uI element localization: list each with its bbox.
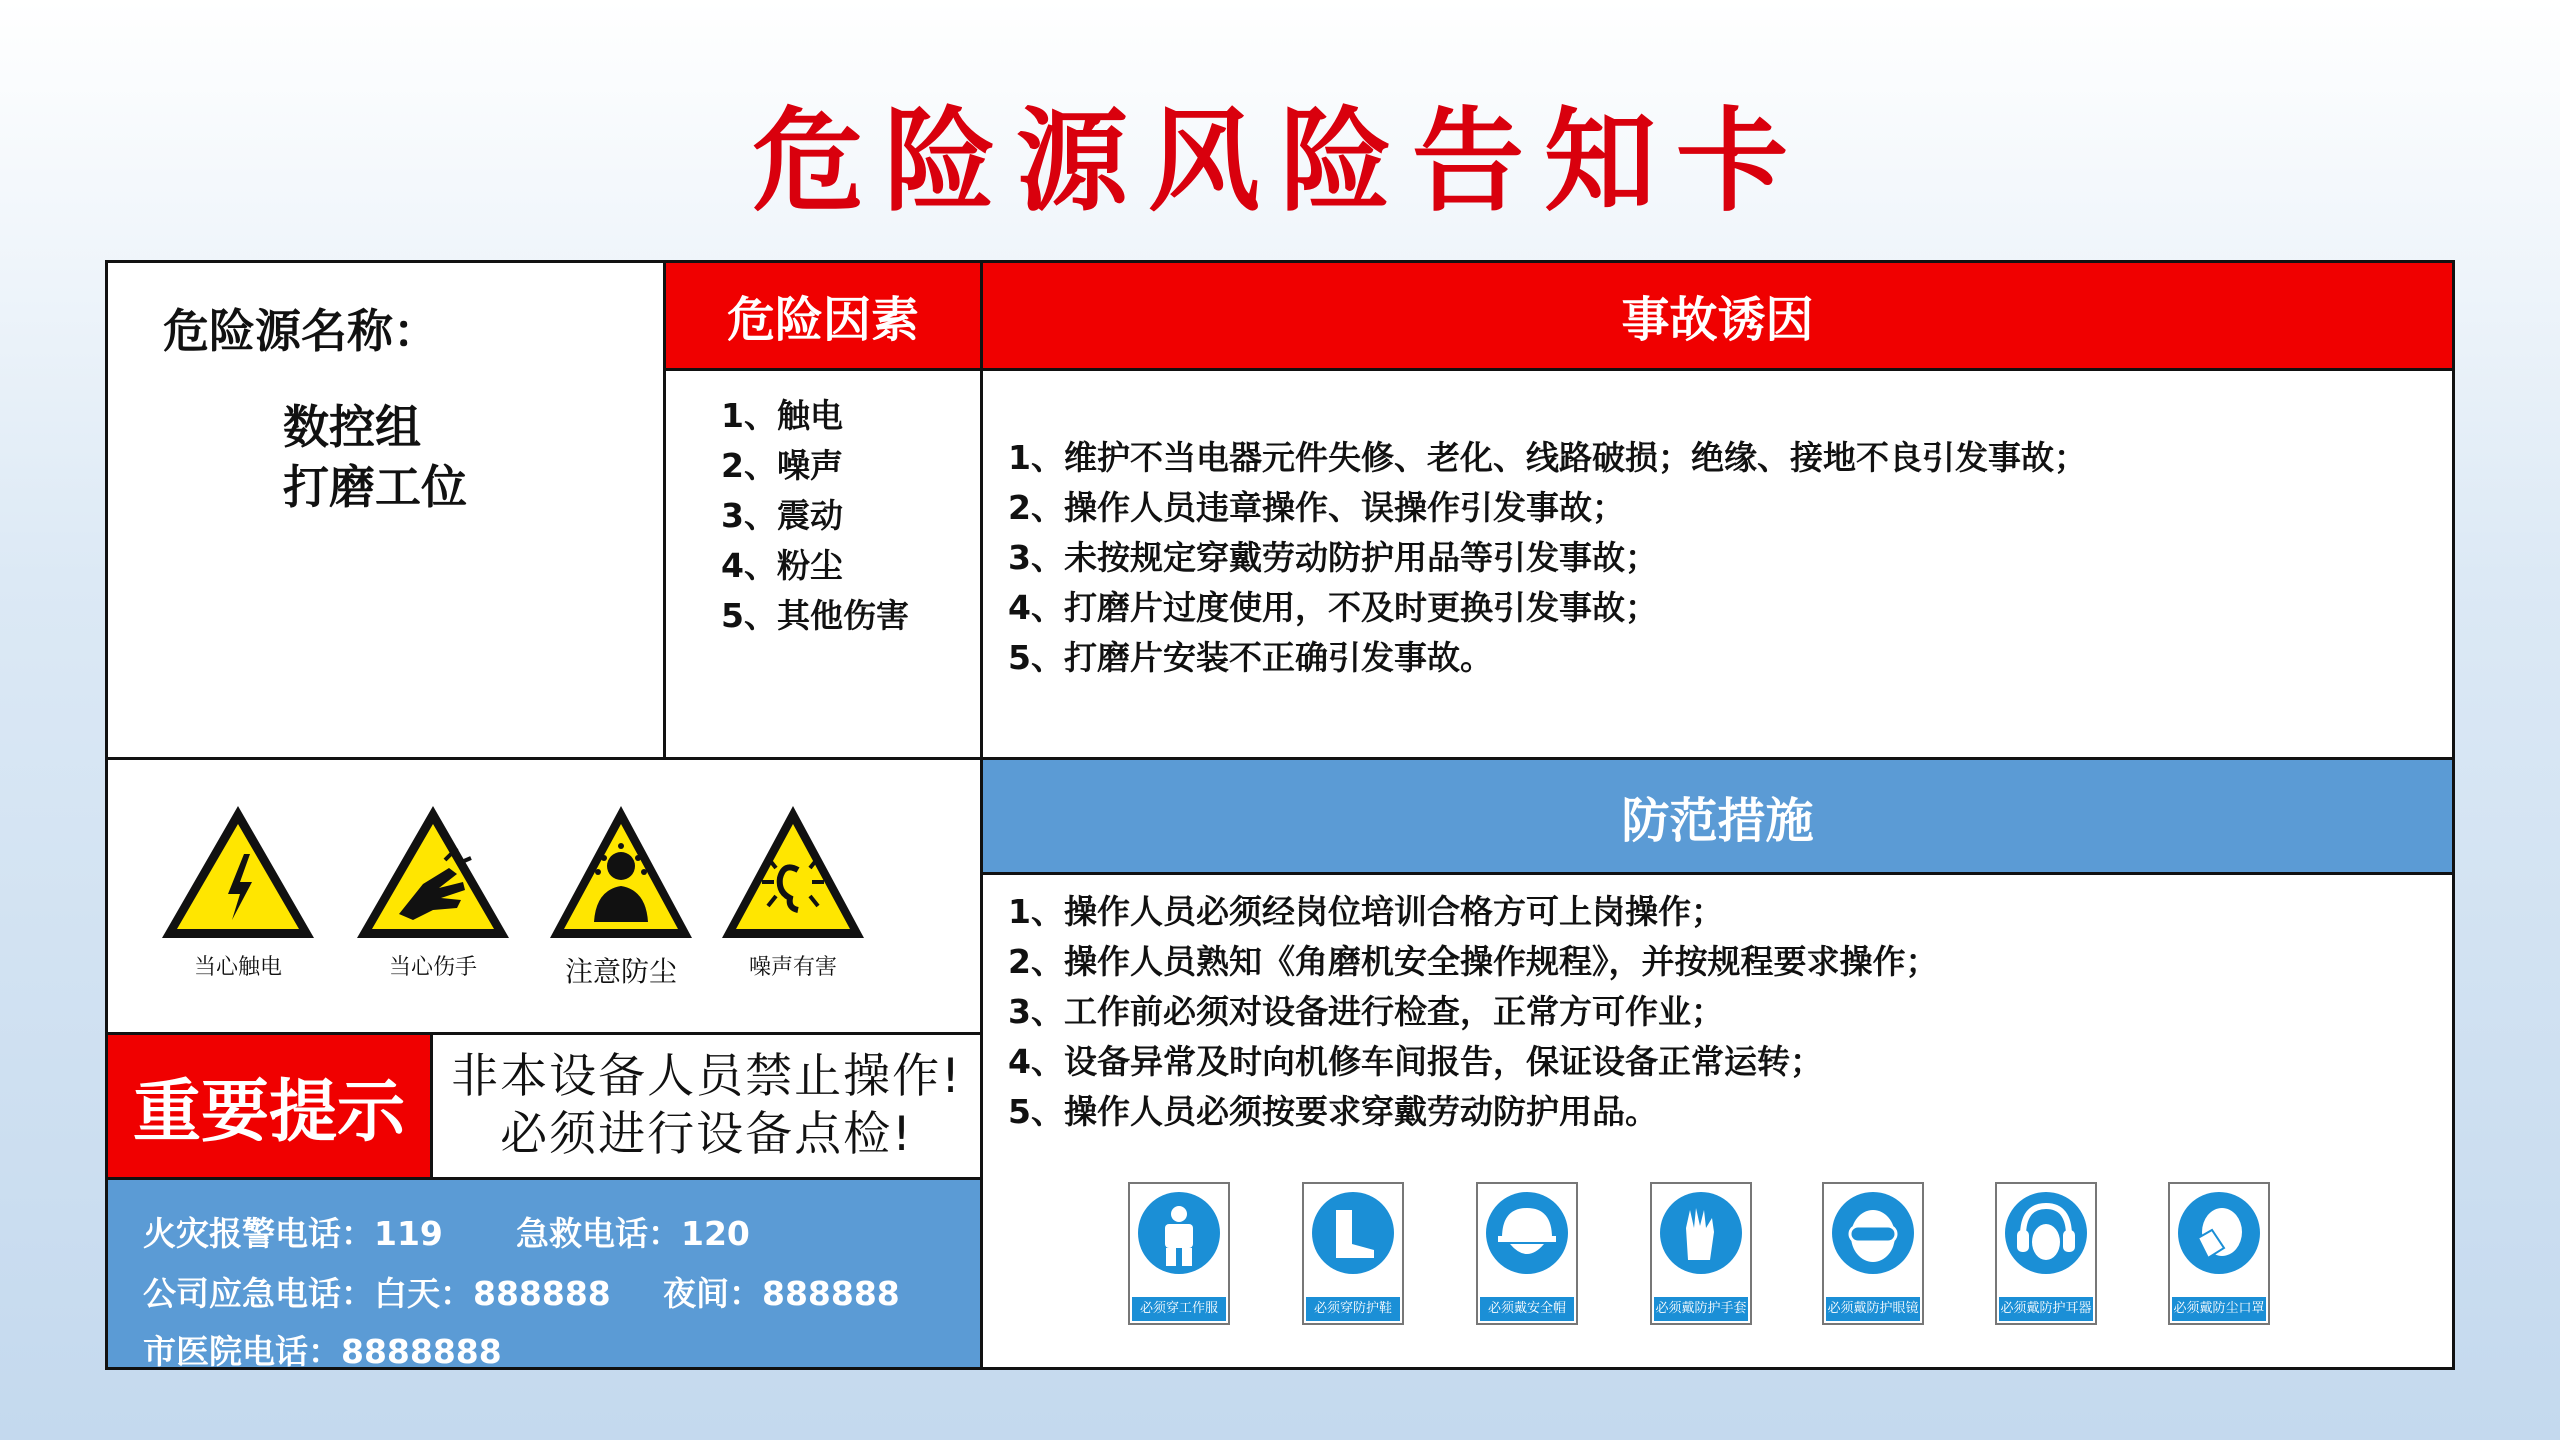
important-notice-label: 重要提示 [108,1035,433,1180]
ear-protector-icon [2005,1192,2087,1274]
risk-card-board [105,260,2455,1370]
list-item: 3、未按规定穿戴劳动防护用品等引发事故； [1008,538,1658,577]
ppe-sign [2168,1182,2270,1325]
electric-shock-warning-icon [158,802,318,942]
company-night-phone: 夜间：888888 [663,1274,900,1313]
ppe-sign [1650,1182,1752,1325]
preventive-measures-list [1008,887,1938,1137]
warning-sign-caption: 噪声有害 [748,955,837,980]
protective-boots-icon [1312,1192,1394,1274]
notice-line2: 必须进行设备点检! [500,1107,913,1162]
warning-signs-cell [108,760,983,1035]
warning-sign [546,802,696,990]
notice-line1: 非本设备人员禁止操作! [451,1049,962,1104]
important-notice-text [433,1035,983,1180]
list-item: 2、操作人员违章操作、误操作引发事故； [1008,488,1625,527]
ppe-caption: 必须戴防护耳器 [1999,1297,2093,1321]
protective-gloves-icon [1660,1192,1742,1274]
ppe-caption: 必须穿防护鞋 [1306,1297,1400,1321]
hazard-factors-header: 危险因素 [666,263,983,371]
company-day-phone: 公司应急电话：白天：888888 [143,1274,611,1313]
list-item: 5、操作人员必须按要求穿戴劳动防护用品。 [1008,1092,1658,1131]
ppe-caption: 必须戴安全帽 [1480,1297,1574,1321]
dust-warning-icon [546,802,696,942]
hazard-source-name-line2: 打磨工位 [283,460,467,514]
list-item: 3、震动 [721,496,843,535]
ppe-caption: 必须穿工作服 [1132,1297,1226,1321]
hand-injury-warning-icon [353,802,513,942]
warning-sign-caption: 当心触电 [193,955,282,980]
preventive-measures-header: 防范措施 [983,760,2452,875]
hazard-source-label: 危险源名称： [163,304,439,358]
list-item: 4、粉尘 [721,546,843,585]
list-item: 1、维护不当电器元件失修、老化、线路破损；绝缘、接地不良引发事故； [1008,438,2087,477]
accident-causes-list [1008,433,2087,683]
list-item: 5、打磨片安装不正确引发事故。 [1008,638,1493,677]
hospital-phone: 市医院电话：8888888 [143,1332,502,1371]
list-item: 1、触电 [721,396,843,435]
page-title: 危险源风险告知卡 [752,97,1808,227]
warning-sign [158,802,318,981]
ppe-sign [1822,1182,1924,1325]
warning-sign [353,802,513,981]
list-item: 2、操作人员熟知《角磨机安全操作规程》，并按规程要求操作； [1008,942,1939,981]
list-item: 5、其他伤害 [721,596,909,635]
work-clothes-icon [1138,1192,1220,1274]
hazard-source-name-line1: 数控组 [283,400,421,454]
hazard-factors-cell [666,371,983,760]
protective-goggles-icon [1832,1192,1914,1274]
ppe-sign [1476,1182,1578,1325]
noise-warning-icon [718,802,868,942]
dust-mask-icon [2178,1192,2260,1274]
ppe-caption: 必须戴防护手套 [1654,1297,1748,1321]
warning-sign-caption: 当心伤手 [388,955,477,980]
warning-sign [718,802,868,981]
warning-sign-caption: 注意防尘 [564,955,677,988]
list-item: 4、打磨片过度使用，不及时更换引发事故； [1008,588,1658,627]
ppe-sign [1995,1182,2097,1325]
ppe-caption: 必须戴防尘口罩 [2172,1297,2266,1321]
fire-alarm-phone: 火灾报警电话：119 [143,1214,443,1253]
accident-causes-cell [983,371,2452,760]
first-aid-phone: 急救电话：120 [516,1214,750,1253]
list-item: 3、工作前必须对设备进行检查，正常方可作业； [1008,992,1724,1031]
hazard-source-cell [108,263,666,760]
hazard-factors-list [721,391,909,641]
ppe-caption: 必须戴防护眼镜 [1826,1297,1920,1321]
list-item: 2、噪声 [721,446,843,485]
ppe-sign [1128,1182,1230,1325]
ppe-sign [1302,1182,1404,1325]
list-item: 4、设备异常及时向机修车间报告，保证设备正常运转； [1008,1042,1823,1081]
list-item: 1、操作人员必须经岗位培训合格方可上岗操作； [1008,892,1724,931]
safety-helmet-icon [1486,1192,1568,1274]
emergency-contacts [108,1180,983,1371]
accident-causes-header: 事故诱因 [983,263,2452,371]
